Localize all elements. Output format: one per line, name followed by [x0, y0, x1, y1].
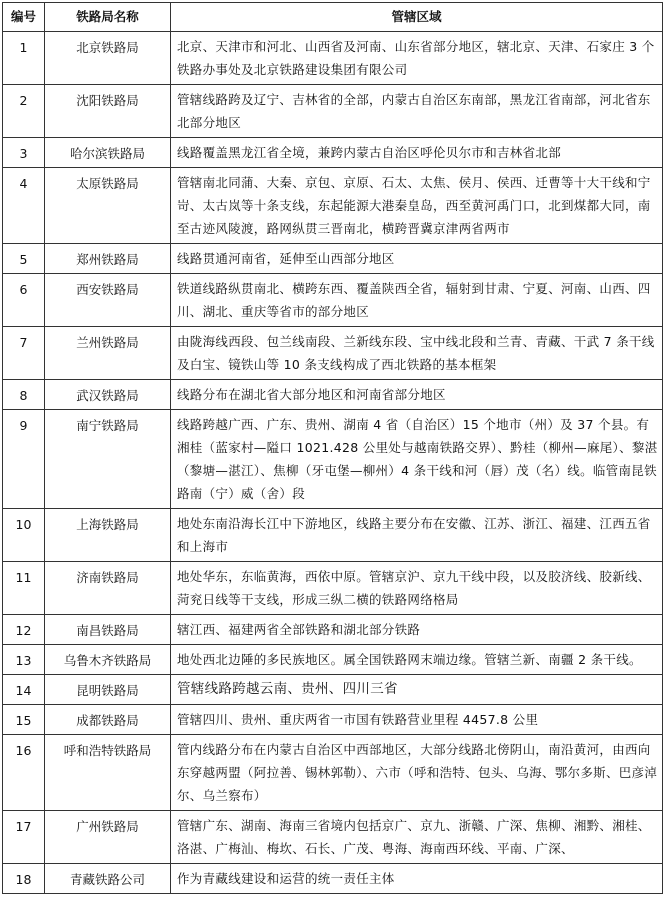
jurisdiction-text: 线路贯通河南省，延伸至山西部分地区 [171, 244, 663, 274]
jurisdiction-text: 线路分布在湖北省大部分地区和河南省部分地区 [171, 380, 663, 410]
table-row [3, 675, 663, 705]
row-number: 6 [3, 274, 45, 327]
row-number: 2 [3, 85, 45, 138]
table-row [3, 32, 663, 85]
table-row [3, 735, 663, 811]
table-row [3, 244, 663, 274]
jurisdiction-text: 管辖线路跨及辽宁、吉林省的全部，内蒙古自治区东南部，黑龙江省南部，河北省东北部分地区 [171, 85, 663, 138]
jurisdiction-text: 地处华东，东临黄海，西依中原。管辖京沪、京九干线中段，以及胶济线、胶新线、菏兖日线等干支线，形成三纵二横的铁路网络格局 [171, 562, 663, 615]
railway-bureau-table [2, 2, 663, 894]
table-row [3, 705, 663, 735]
bureau-name: 武汉铁路局 [45, 380, 171, 410]
bureau-name: 北京铁路局 [45, 32, 171, 85]
table-row [3, 410, 663, 509]
jurisdiction-text: 管辖线路跨越云南、贵州、四川三省 [171, 675, 663, 705]
jurisdiction-text: 线路跨越广西、广东、贵州、湖南 4 省（自治区）15 个地市（州）及 37 个县。有湘桂（蓝家村—隘口 1021.428 公里处与越南铁路交界）、黔桂（柳州—麻尾）、黎湛（黎塘—湛江）、焦柳（牙屯堡—柳州）4 条干线和河（唇）茂（名）线。临管南昆铁路南（宁）威（舍）段 [171, 410, 663, 509]
bureau-name: 太原铁路局 [45, 168, 171, 244]
row-number: 9 [3, 410, 45, 509]
jurisdiction-text: 地处西北边陲的多民族地区。属全国铁路网末端边缘。管辖兰新、南疆 2 条干线。 [171, 645, 663, 675]
row-number: 8 [3, 380, 45, 410]
table-row [3, 509, 663, 562]
row-number: 5 [3, 244, 45, 274]
row-number: 14 [3, 675, 45, 705]
row-number: 11 [3, 562, 45, 615]
bureau-name: 南宁铁路局 [45, 410, 171, 509]
jurisdiction-text: 线路覆盖黑龙江省全境，兼跨内蒙古自治区呼伦贝尔市和吉林省北部 [171, 138, 663, 168]
row-number: 18 [3, 864, 45, 894]
row-number: 16 [3, 735, 45, 811]
table-row [3, 327, 663, 380]
header-number: 编号 [3, 3, 45, 32]
row-number: 15 [3, 705, 45, 735]
bureau-name: 乌鲁木齐铁路局 [45, 645, 171, 675]
table-row [3, 562, 663, 615]
row-number: 10 [3, 509, 45, 562]
jurisdiction-text: 管辖南北同蒲、大秦、京包、京原、石太、太焦、侯月、侯西、迁曹等十大干线和宁岢、太古岚等十条支线，东起能源大港秦皇岛，西至黄河禹门口，北到煤都大同，南至古迹风陵渡，路网纵贯三晋南北，横跨晋冀京津两省两市 [171, 168, 663, 244]
jurisdiction-text: 铁道线路纵贯南北、横跨东西、覆盖陕西全省，辐射到甘肃、宁夏、河南、山西、四川、湖北、重庆等省市的部分地区 [171, 274, 663, 327]
jurisdiction-text: 管辖四川、贵州、重庆两省一市国有铁路营业里程 4457.8 公里 [171, 705, 663, 735]
bureau-name: 哈尔滨铁路局 [45, 138, 171, 168]
table-row [3, 168, 663, 244]
bureau-name: 兰州铁路局 [45, 327, 171, 380]
jurisdiction-text: 管辖广东、湖南、海南三省境内包括京广、京九、浙赣、广深、焦柳、湘黔、湘桂、洛湛、广梅汕、梅坎、石长、广茂、粤海、海南西环线、平南、广深、 [171, 811, 663, 864]
bureau-name: 成都铁路局 [45, 705, 171, 735]
jurisdiction-text: 由陇海线西段、包兰线南段、兰新线东段、宝中线北段和兰青、青藏、干武 7 条干线及白宝、镜铁山等 10 条支线构成了西北铁路的基本框架 [171, 327, 663, 380]
jurisdiction-text: 地处东南沿海长江中下游地区，线路主要分布在安徽、江苏、浙江、福建、江西五省和上海市 [171, 509, 663, 562]
table-row [3, 274, 663, 327]
row-number: 4 [3, 168, 45, 244]
bureau-name: 广州铁路局 [45, 811, 171, 864]
bureau-name: 呼和浩特铁路局 [45, 735, 171, 811]
bureau-name: 昆明铁路局 [45, 675, 171, 705]
bureau-name: 郑州铁路局 [45, 244, 171, 274]
table-row [3, 380, 663, 410]
bureau-name: 济南铁路局 [45, 562, 171, 615]
header-jurisdiction: 管辖区域 [171, 3, 663, 32]
bureau-name: 青藏铁路公司 [45, 864, 171, 894]
table-row [3, 811, 663, 864]
row-number: 17 [3, 811, 45, 864]
row-number: 3 [3, 138, 45, 168]
jurisdiction-text: 作为青藏线建设和运营的统一责任主体 [171, 864, 663, 894]
bureau-name: 南昌铁路局 [45, 615, 171, 645]
table-header-row [3, 3, 663, 32]
jurisdiction-text: 北京、天津市和河北、山西省及河南、山东省部分地区，辖北京、天津、石家庄 3 个铁路办事处及北京铁路建设集团有限公司 [171, 32, 663, 85]
table-row [3, 138, 663, 168]
bureau-name: 上海铁路局 [45, 509, 171, 562]
jurisdiction-text: 辖江西、福建两省全部铁路和湖北部分铁路 [171, 615, 663, 645]
table-row [3, 645, 663, 675]
jurisdiction-text: 管内线路分布在内蒙古自治区中西部地区，大部分线路北傍阴山，南沿黄河，由西向东穿越两盟（阿拉善、锡林郭勒）、六市（呼和浩特、包头、乌海、鄂尔多斯、巴彦淖尔、乌兰察布） [171, 735, 663, 811]
bureau-name: 沈阳铁路局 [45, 85, 171, 138]
row-number: 1 [3, 32, 45, 85]
row-number: 7 [3, 327, 45, 380]
row-number: 12 [3, 615, 45, 645]
table-row [3, 864, 663, 894]
table-row [3, 85, 663, 138]
row-number: 13 [3, 645, 45, 675]
bureau-name: 西安铁路局 [45, 274, 171, 327]
header-bureau-name: 铁路局名称 [45, 3, 171, 32]
table-row [3, 615, 663, 645]
